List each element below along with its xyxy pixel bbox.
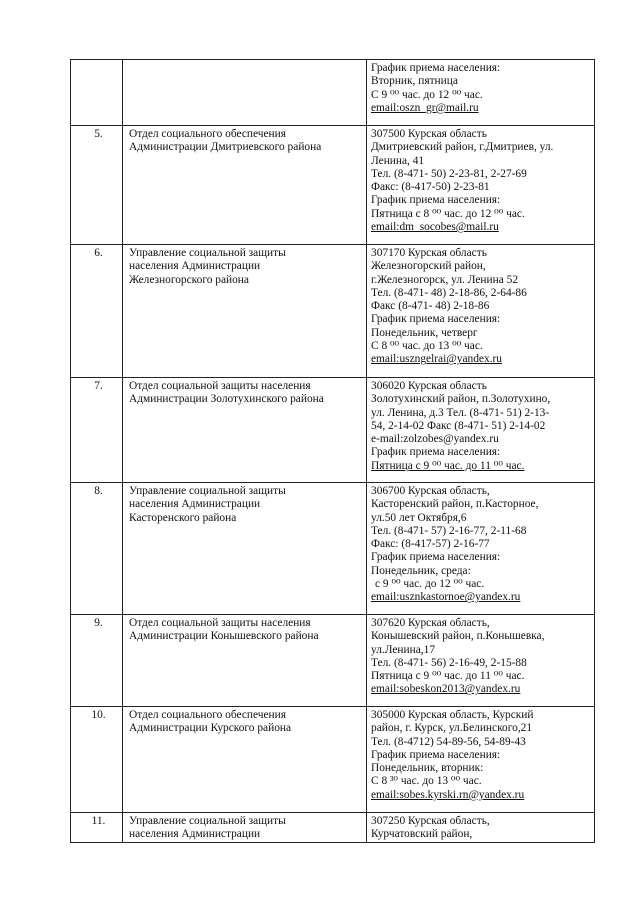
row-number-cell — [71, 378, 123, 483]
row-number: 11. — [91, 815, 106, 827]
contact-line: С 8 ³⁰ час. до 13 ⁰⁰ час. — [371, 775, 482, 788]
contact-line: График приема населения: — [371, 194, 501, 207]
contact-line: Железногорский район, — [371, 260, 486, 273]
agency-name-line: Отдел социального обеспечения — [129, 709, 286, 721]
contact-line: Пятница с 9 ⁰⁰ час. до 11 ⁰⁰ час. — [371, 459, 525, 472]
contact-line: График приема населения: — [371, 551, 501, 564]
agency-name-cell — [123, 245, 367, 378]
agency-name-line: Управление социальной защиты — [129, 815, 286, 827]
agency-name-cell — [123, 126, 367, 245]
contact-line: 307620 Курская область, — [371, 617, 490, 629]
contact-line: Вторник, пятница — [371, 75, 458, 88]
agency-name-line: населения Администрации — [129, 498, 261, 511]
agency-name-line: Администрации Конышевского района — [129, 630, 319, 643]
contact-line: Курчатовский район, — [371, 828, 473, 841]
contact-line: Ленина, 41 — [371, 154, 425, 167]
agency-name-line: Отдел социальной защиты населения — [129, 617, 311, 629]
row-number: 8. — [94, 485, 103, 497]
agency-name-line: Управление социальной защиты — [129, 247, 286, 259]
contact-line: 306700 Курская область, — [371, 485, 490, 497]
contact-line: Понедельник, четверг — [371, 326, 478, 339]
contact-line: Дмитриевский район, г.Дмитриев, ул. — [371, 141, 554, 154]
contact-line: Золотухинский район, п.Золотухино, — [371, 393, 551, 406]
email-link[interactable]: email:sobeskon2013@yandex.ru — [371, 683, 521, 696]
contact-line: г.Железногорск, ул. Ленина 52 — [371, 273, 519, 286]
contact-line: Тел. (8-471- 56) 2-16-49, 2-15-88 — [371, 656, 527, 669]
agency-name-cell — [123, 615, 367, 707]
row-number: 6. — [94, 247, 103, 259]
contact-line: Тел. (8-471- 48) 2-18-86, 2-64-86 — [371, 286, 527, 299]
agency-name-line: Отдел социальной защиты населения — [129, 380, 311, 392]
agency-name-line: Администрации Курского района — [129, 722, 292, 735]
table-row — [71, 378, 595, 483]
contact-line: Тел. (8-471- 57) 2-16-77, 2-11-68 — [371, 524, 527, 537]
contact-line: Факс (8-471- 48) 2-18-86 — [371, 300, 490, 313]
email-link[interactable]: email:uszngelrai@yandex.ru — [371, 353, 502, 366]
row-number-cell — [71, 707, 123, 813]
agency-name-line: Касторенского района — [129, 511, 237, 524]
table-body — [71, 60, 595, 843]
contact-line: район, г. Курск, ул.Белинского,21 — [371, 722, 533, 735]
row-number-cell — [71, 60, 123, 126]
agency-name-line: Отдел социального обеспечения — [129, 128, 286, 140]
email-link[interactable]: email:dm_socobes@mail.ru — [371, 221, 499, 234]
agency-name-line: населения Администрации — [129, 828, 261, 841]
contact-line: С 9 ⁰⁰ час. до 12 ⁰⁰ час. — [371, 88, 483, 101]
contact-info-cell — [367, 483, 595, 615]
contact-info-cell — [367, 615, 595, 707]
row-number-cell — [71, 615, 123, 707]
contact-line: 307250 Курская область, — [371, 815, 490, 827]
contact-line: 307170 Курская область — [371, 247, 487, 259]
contact-line: Тел. (8-4712) 54-89-56, 54-89-43 — [371, 735, 526, 748]
table-row — [71, 813, 595, 843]
table-row — [71, 707, 595, 813]
contact-line: 307500 Курская область — [371, 128, 487, 140]
agency-name-cell — [123, 60, 367, 126]
table-row — [71, 126, 595, 245]
contact-line: Конышевский район, п.Конышевка, — [371, 630, 545, 643]
email-link[interactable]: e-mail:zolzobes@yandex.ru — [371, 433, 499, 446]
contact-info-cell — [367, 126, 595, 245]
contact-info-cell — [367, 60, 595, 126]
contact-line: Факс: (8-417-50) 2-23-81 — [371, 181, 490, 194]
agency-name-line: Железногорского района — [129, 273, 249, 286]
row-number-cell — [71, 483, 123, 615]
contact-line: Понедельник, среда: — [371, 564, 471, 577]
contact-line: 54, 2-14-02 Факс (8-471- 51) 2-14-02 — [371, 419, 546, 432]
contact-line: Понедельник, вторник: — [371, 762, 484, 775]
agency-name-line: населения Администрации — [129, 260, 261, 273]
contact-line: С 8 ⁰⁰ час. до 13 ⁰⁰ час. — [371, 340, 483, 353]
row-number-cell — [71, 813, 123, 843]
contact-line: Факс: (8-417-57) 2-16-77 — [371, 538, 490, 551]
agency-name-cell — [123, 483, 367, 615]
contact-line: График приема населения: — [371, 748, 501, 761]
contact-line: Пятница с 9 ⁰⁰ час. до 11 ⁰⁰ час. — [371, 670, 525, 683]
contact-line: График приема населения: — [371, 62, 501, 74]
contact-info-cell — [367, 707, 595, 813]
contact-info-cell — [367, 378, 595, 483]
contact-line: с 9 ⁰⁰ час. до 12 ⁰⁰ час. — [375, 578, 485, 591]
agency-name-cell — [123, 707, 367, 813]
contact-line: График приема населения: — [371, 313, 501, 326]
contact-line: ул. Ленина, д.3 Тел. (8-471- 51) 2-13- — [371, 406, 550, 419]
table-row — [71, 615, 595, 707]
row-number: 9. — [94, 617, 103, 629]
table-row — [71, 483, 595, 615]
row-number: 10. — [91, 709, 106, 721]
contact-line: ул.50 лет Октября,6 — [371, 511, 467, 524]
contact-line: 305000 Курская область, Курский — [371, 709, 534, 721]
agency-name-cell — [123, 378, 367, 483]
agency-name-line: Администрации Золотухинского района — [129, 393, 324, 406]
contact-line: Пятница с 8 ⁰⁰ час. до 12 ⁰⁰ час. — [371, 207, 525, 220]
agency-name-cell — [123, 813, 367, 843]
contact-info-cell — [367, 245, 595, 378]
row-number-cell — [71, 126, 123, 245]
contact-line: Тел. (8-471- 50) 2-23-81, 2-27-69 — [371, 167, 527, 180]
row-number: 5. — [94, 128, 103, 140]
contact-info-cell — [367, 813, 595, 843]
contact-line: График приема населения: — [371, 446, 501, 459]
table-row — [71, 60, 595, 126]
agency-name-line: Управление социальной защиты — [129, 485, 286, 497]
email-link[interactable]: email:oszn_gr@mail.ru — [371, 101, 479, 114]
email-link[interactable]: email:usznkastornoe@yandex.ru — [371, 591, 521, 604]
contact-line: 306020 Курская область — [371, 380, 487, 392]
email-link[interactable]: email:sobes.kyrski.rn@yandex.ru — [371, 788, 525, 801]
row-number: 7. — [94, 380, 103, 392]
agency-name-line: Администрации Дмитриевского района — [129, 141, 322, 154]
table-row — [71, 245, 595, 378]
agencies-table — [70, 59, 595, 843]
row-number-cell — [71, 245, 123, 378]
contact-line: ул.Ленина,17 — [371, 643, 436, 656]
contact-line: Касторенский район, п.Касторное, — [371, 498, 539, 511]
